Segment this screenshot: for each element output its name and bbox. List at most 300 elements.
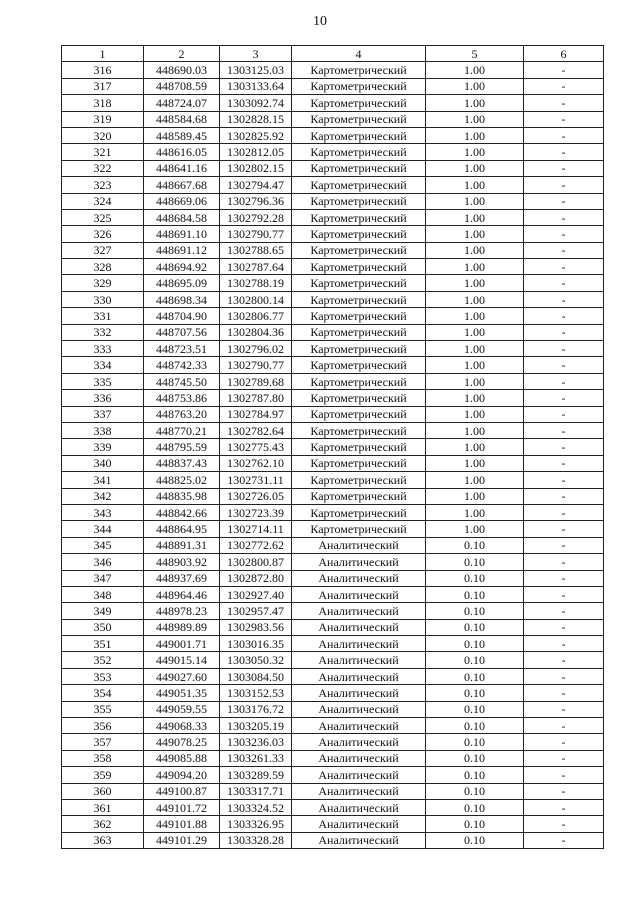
table-row bbox=[62, 95, 604, 111]
x-coordinate-cell: 448708.59 bbox=[144, 78, 220, 94]
note-cell: - bbox=[524, 668, 604, 684]
x-coordinate-cell: 449085.88 bbox=[144, 750, 220, 766]
y-coordinate-cell: 1302731.11 bbox=[220, 472, 292, 488]
y-coordinate-cell: 1302782.64 bbox=[220, 422, 292, 438]
method-cell: Картометрический bbox=[292, 193, 426, 209]
method-cell: Аналитический bbox=[292, 718, 426, 734]
method-cell: Картометрический bbox=[292, 226, 426, 242]
point-number-cell: 320 bbox=[62, 127, 144, 143]
y-coordinate-cell: 1303261.33 bbox=[220, 750, 292, 766]
accuracy-cell: 0.10 bbox=[426, 685, 524, 701]
note-cell: - bbox=[524, 111, 604, 127]
method-cell: Картометрический bbox=[292, 504, 426, 520]
table-row bbox=[62, 242, 604, 258]
table-row bbox=[62, 341, 604, 357]
note-cell: - bbox=[524, 209, 604, 225]
accuracy-cell: 1.00 bbox=[426, 144, 524, 160]
method-cell: Аналитический bbox=[292, 586, 426, 602]
note-cell: - bbox=[524, 554, 604, 570]
method-cell: Картометрический bbox=[292, 324, 426, 340]
y-coordinate-cell: 1302787.64 bbox=[220, 259, 292, 275]
note-cell: - bbox=[524, 324, 604, 340]
accuracy-cell: 1.00 bbox=[426, 472, 524, 488]
note-cell: - bbox=[524, 636, 604, 652]
accuracy-cell: 1.00 bbox=[426, 373, 524, 389]
table-row bbox=[62, 521, 604, 537]
y-coordinate-cell: 1302825.92 bbox=[220, 127, 292, 143]
point-number-cell: 362 bbox=[62, 816, 144, 832]
note-cell: - bbox=[524, 406, 604, 422]
table-row bbox=[62, 537, 604, 553]
x-coordinate-cell: 449001.71 bbox=[144, 636, 220, 652]
x-coordinate-cell: 448669.06 bbox=[144, 193, 220, 209]
table-row bbox=[62, 455, 604, 471]
table-row bbox=[62, 603, 604, 619]
table-row bbox=[62, 472, 604, 488]
accuracy-cell: 1.00 bbox=[426, 439, 524, 455]
coordinates-table bbox=[61, 45, 604, 849]
x-coordinate-cell: 449100.87 bbox=[144, 783, 220, 799]
accuracy-cell: 1.00 bbox=[426, 242, 524, 258]
accuracy-cell: 1.00 bbox=[426, 226, 524, 242]
point-number-cell: 317 bbox=[62, 78, 144, 94]
point-number-cell: 352 bbox=[62, 652, 144, 668]
y-coordinate-cell: 1302772.62 bbox=[220, 537, 292, 553]
y-coordinate-cell: 1302714.11 bbox=[220, 521, 292, 537]
method-cell: Картометрический bbox=[292, 144, 426, 160]
point-number-cell: 319 bbox=[62, 111, 144, 127]
point-number-cell: 350 bbox=[62, 619, 144, 635]
method-cell: Картометрический bbox=[292, 455, 426, 471]
method-cell: Аналитический bbox=[292, 750, 426, 766]
point-number-cell: 327 bbox=[62, 242, 144, 258]
point-number-cell: 318 bbox=[62, 95, 144, 111]
accuracy-cell: 1.00 bbox=[426, 406, 524, 422]
y-coordinate-cell: 1302794.47 bbox=[220, 177, 292, 193]
note-cell: - bbox=[524, 504, 604, 520]
table-row bbox=[62, 324, 604, 340]
y-coordinate-cell: 1302789.68 bbox=[220, 373, 292, 389]
x-coordinate-cell: 448842.66 bbox=[144, 504, 220, 520]
accuracy-cell: 1.00 bbox=[426, 160, 524, 176]
table-row bbox=[62, 160, 604, 176]
method-cell: Картометрический bbox=[292, 177, 426, 193]
table-row bbox=[62, 373, 604, 389]
table-row bbox=[62, 570, 604, 586]
x-coordinate-cell: 448694.92 bbox=[144, 259, 220, 275]
y-coordinate-cell: 1302983.56 bbox=[220, 619, 292, 635]
table-row bbox=[62, 767, 604, 783]
header-cell: 1 bbox=[62, 46, 144, 62]
method-cell: Аналитический bbox=[292, 832, 426, 848]
x-coordinate-cell: 448891.31 bbox=[144, 537, 220, 553]
note-cell: - bbox=[524, 734, 604, 750]
x-coordinate-cell: 448691.12 bbox=[144, 242, 220, 258]
note-cell: - bbox=[524, 78, 604, 94]
note-cell: - bbox=[524, 390, 604, 406]
point-number-cell: 346 bbox=[62, 554, 144, 570]
method-cell: Аналитический bbox=[292, 816, 426, 832]
note-cell: - bbox=[524, 685, 604, 701]
note-cell: - bbox=[524, 570, 604, 586]
point-number-cell: 355 bbox=[62, 701, 144, 717]
method-cell: Картометрический bbox=[292, 111, 426, 127]
note-cell: - bbox=[524, 341, 604, 357]
x-coordinate-cell: 448763.20 bbox=[144, 406, 220, 422]
method-cell: Картометрический bbox=[292, 472, 426, 488]
method-cell: Аналитический bbox=[292, 734, 426, 750]
accuracy-cell: 0.10 bbox=[426, 570, 524, 586]
y-coordinate-cell: 1303289.59 bbox=[220, 767, 292, 783]
note-cell: - bbox=[524, 160, 604, 176]
x-coordinate-cell: 448753.86 bbox=[144, 390, 220, 406]
point-number-cell: 321 bbox=[62, 144, 144, 160]
y-coordinate-cell: 1302790.77 bbox=[220, 226, 292, 242]
point-number-cell: 339 bbox=[62, 439, 144, 455]
table-row bbox=[62, 406, 604, 422]
x-coordinate-cell: 448835.98 bbox=[144, 488, 220, 504]
method-cell: Аналитический bbox=[292, 554, 426, 570]
point-number-cell: 343 bbox=[62, 504, 144, 520]
method-cell: Картометрический bbox=[292, 160, 426, 176]
accuracy-cell: 0.10 bbox=[426, 554, 524, 570]
x-coordinate-cell: 448964.46 bbox=[144, 586, 220, 602]
method-cell: Аналитический bbox=[292, 767, 426, 783]
method-cell: Картометрический bbox=[292, 308, 426, 324]
note-cell: - bbox=[524, 62, 604, 78]
note-cell: - bbox=[524, 619, 604, 635]
header-cell: 6 bbox=[524, 46, 604, 62]
y-coordinate-cell: 1302812.05 bbox=[220, 144, 292, 160]
y-coordinate-cell: 1303084.50 bbox=[220, 668, 292, 684]
accuracy-cell: 0.10 bbox=[426, 734, 524, 750]
note-cell: - bbox=[524, 603, 604, 619]
point-number-cell: 356 bbox=[62, 718, 144, 734]
x-coordinate-cell: 448724.07 bbox=[144, 95, 220, 111]
x-coordinate-cell: 449094.20 bbox=[144, 767, 220, 783]
table-row bbox=[62, 636, 604, 652]
method-cell: Картометрический bbox=[292, 127, 426, 143]
table-row bbox=[62, 193, 604, 209]
x-coordinate-cell: 448937.69 bbox=[144, 570, 220, 586]
table-row bbox=[62, 439, 604, 455]
note-cell: - bbox=[524, 783, 604, 799]
accuracy-cell: 1.00 bbox=[426, 422, 524, 438]
accuracy-cell: 1.00 bbox=[426, 455, 524, 471]
table-row bbox=[62, 62, 604, 78]
method-cell: Аналитический bbox=[292, 603, 426, 619]
accuracy-cell: 0.10 bbox=[426, 718, 524, 734]
y-coordinate-cell: 1303328.28 bbox=[220, 832, 292, 848]
y-coordinate-cell: 1303125.03 bbox=[220, 62, 292, 78]
x-coordinate-cell: 448641.16 bbox=[144, 160, 220, 176]
note-cell: - bbox=[524, 472, 604, 488]
note-cell: - bbox=[524, 259, 604, 275]
accuracy-cell: 1.00 bbox=[426, 259, 524, 275]
accuracy-cell: 1.00 bbox=[426, 209, 524, 225]
x-coordinate-cell: 448584.68 bbox=[144, 111, 220, 127]
method-cell: Аналитический bbox=[292, 783, 426, 799]
x-coordinate-cell: 448978.23 bbox=[144, 603, 220, 619]
point-number-cell: 351 bbox=[62, 636, 144, 652]
y-coordinate-cell: 1303050.32 bbox=[220, 652, 292, 668]
point-number-cell: 326 bbox=[62, 226, 144, 242]
note-cell: - bbox=[524, 799, 604, 815]
note-cell: - bbox=[524, 455, 604, 471]
point-number-cell: 349 bbox=[62, 603, 144, 619]
point-number-cell: 328 bbox=[62, 259, 144, 275]
point-number-cell: 354 bbox=[62, 685, 144, 701]
accuracy-cell: 0.10 bbox=[426, 636, 524, 652]
note-cell: - bbox=[524, 488, 604, 504]
accuracy-cell: 1.00 bbox=[426, 390, 524, 406]
note-cell: - bbox=[524, 177, 604, 193]
accuracy-cell: 0.10 bbox=[426, 832, 524, 848]
note-cell: - bbox=[524, 144, 604, 160]
point-number-cell: 324 bbox=[62, 193, 144, 209]
table-row bbox=[62, 390, 604, 406]
y-coordinate-cell: 1302800.87 bbox=[220, 554, 292, 570]
method-cell: Картометрический bbox=[292, 291, 426, 307]
table-row bbox=[62, 750, 604, 766]
table-row bbox=[62, 259, 604, 275]
y-coordinate-cell: 1302828.15 bbox=[220, 111, 292, 127]
note-cell: - bbox=[524, 586, 604, 602]
x-coordinate-cell: 448745.50 bbox=[144, 373, 220, 389]
note-cell: - bbox=[524, 127, 604, 143]
table-row bbox=[62, 734, 604, 750]
y-coordinate-cell: 1302796.36 bbox=[220, 193, 292, 209]
point-number-cell: 353 bbox=[62, 668, 144, 684]
point-number-cell: 323 bbox=[62, 177, 144, 193]
method-cell: Аналитический bbox=[292, 619, 426, 635]
table-row bbox=[62, 291, 604, 307]
accuracy-cell: 1.00 bbox=[426, 521, 524, 537]
header-cell: 5 bbox=[426, 46, 524, 62]
note-cell: - bbox=[524, 718, 604, 734]
point-number-cell: 333 bbox=[62, 341, 144, 357]
accuracy-cell: 1.00 bbox=[426, 291, 524, 307]
x-coordinate-cell: 449101.29 bbox=[144, 832, 220, 848]
method-cell: Аналитический bbox=[292, 537, 426, 553]
table-body bbox=[62, 62, 604, 849]
table-row bbox=[62, 652, 604, 668]
accuracy-cell: 1.00 bbox=[426, 504, 524, 520]
y-coordinate-cell: 1302723.39 bbox=[220, 504, 292, 520]
x-coordinate-cell: 448707.56 bbox=[144, 324, 220, 340]
accuracy-cell: 0.10 bbox=[426, 701, 524, 717]
note-cell: - bbox=[524, 357, 604, 373]
table-row bbox=[62, 357, 604, 373]
y-coordinate-cell: 1303133.64 bbox=[220, 78, 292, 94]
header-cell: 2 bbox=[144, 46, 220, 62]
method-cell: Картометрический bbox=[292, 488, 426, 504]
point-number-cell: 341 bbox=[62, 472, 144, 488]
point-number-cell: 322 bbox=[62, 160, 144, 176]
y-coordinate-cell: 1302775.43 bbox=[220, 439, 292, 455]
point-number-cell: 340 bbox=[62, 455, 144, 471]
method-cell: Картометрический bbox=[292, 390, 426, 406]
method-cell: Аналитический bbox=[292, 668, 426, 684]
point-number-cell: 316 bbox=[62, 62, 144, 78]
y-coordinate-cell: 1303326.95 bbox=[220, 816, 292, 832]
point-number-cell: 337 bbox=[62, 406, 144, 422]
table-row bbox=[62, 275, 604, 291]
accuracy-cell: 1.00 bbox=[426, 127, 524, 143]
note-cell: - bbox=[524, 308, 604, 324]
y-coordinate-cell: 1303092.74 bbox=[220, 95, 292, 111]
note-cell: - bbox=[524, 816, 604, 832]
accuracy-cell: 1.00 bbox=[426, 341, 524, 357]
header-cell: 3 bbox=[220, 46, 292, 62]
x-coordinate-cell: 449059.55 bbox=[144, 701, 220, 717]
x-coordinate-cell: 448837.43 bbox=[144, 455, 220, 471]
accuracy-cell: 0.10 bbox=[426, 816, 524, 832]
x-coordinate-cell: 448864.95 bbox=[144, 521, 220, 537]
table-row bbox=[62, 619, 604, 635]
accuracy-cell: 1.00 bbox=[426, 62, 524, 78]
point-number-cell: 358 bbox=[62, 750, 144, 766]
accuracy-cell: 0.10 bbox=[426, 783, 524, 799]
method-cell: Аналитический bbox=[292, 570, 426, 586]
table-row bbox=[62, 783, 604, 799]
table-row bbox=[62, 685, 604, 701]
point-number-cell: 342 bbox=[62, 488, 144, 504]
accuracy-cell: 1.00 bbox=[426, 78, 524, 94]
method-cell: Картометрический bbox=[292, 521, 426, 537]
note-cell: - bbox=[524, 95, 604, 111]
point-number-cell: 359 bbox=[62, 767, 144, 783]
accuracy-cell: 1.00 bbox=[426, 177, 524, 193]
y-coordinate-cell: 1303016.35 bbox=[220, 636, 292, 652]
point-number-cell: 345 bbox=[62, 537, 144, 553]
y-coordinate-cell: 1303324.52 bbox=[220, 799, 292, 815]
point-number-cell: 325 bbox=[62, 209, 144, 225]
x-coordinate-cell: 448691.10 bbox=[144, 226, 220, 242]
y-coordinate-cell: 1302784.97 bbox=[220, 406, 292, 422]
header-cell: 4 bbox=[292, 46, 426, 62]
x-coordinate-cell: 449068.33 bbox=[144, 718, 220, 734]
table-row bbox=[62, 554, 604, 570]
accuracy-cell: 1.00 bbox=[426, 488, 524, 504]
y-coordinate-cell: 1303236.03 bbox=[220, 734, 292, 750]
method-cell: Аналитический bbox=[292, 799, 426, 815]
accuracy-cell: 0.10 bbox=[426, 586, 524, 602]
accuracy-cell: 0.10 bbox=[426, 750, 524, 766]
y-coordinate-cell: 1303152.53 bbox=[220, 685, 292, 701]
table-row bbox=[62, 78, 604, 94]
accuracy-cell: 1.00 bbox=[426, 193, 524, 209]
method-cell: Картометрический bbox=[292, 422, 426, 438]
table-row bbox=[62, 111, 604, 127]
y-coordinate-cell: 1302790.77 bbox=[220, 357, 292, 373]
point-number-cell: 363 bbox=[62, 832, 144, 848]
y-coordinate-cell: 1302726.05 bbox=[220, 488, 292, 504]
note-cell: - bbox=[524, 373, 604, 389]
point-number-cell: 330 bbox=[62, 291, 144, 307]
table-row bbox=[62, 504, 604, 520]
method-cell: Аналитический bbox=[292, 701, 426, 717]
note-cell: - bbox=[524, 537, 604, 553]
accuracy-cell: 1.00 bbox=[426, 275, 524, 291]
x-coordinate-cell: 448589.45 bbox=[144, 127, 220, 143]
y-coordinate-cell: 1302927.40 bbox=[220, 586, 292, 602]
y-coordinate-cell: 1303317.71 bbox=[220, 783, 292, 799]
note-cell: - bbox=[524, 750, 604, 766]
note-cell: - bbox=[524, 193, 604, 209]
table-row bbox=[62, 488, 604, 504]
point-number-cell: 335 bbox=[62, 373, 144, 389]
table-row bbox=[62, 799, 604, 815]
accuracy-cell: 1.00 bbox=[426, 357, 524, 373]
method-cell: Картометрический bbox=[292, 95, 426, 111]
method-cell: Картометрический bbox=[292, 373, 426, 389]
method-cell: Картометрический bbox=[292, 259, 426, 275]
point-number-cell: 347 bbox=[62, 570, 144, 586]
note-cell: - bbox=[524, 226, 604, 242]
table-row bbox=[62, 422, 604, 438]
x-coordinate-cell: 448690.03 bbox=[144, 62, 220, 78]
point-number-cell: 336 bbox=[62, 390, 144, 406]
accuracy-cell: 0.10 bbox=[426, 537, 524, 553]
x-coordinate-cell: 448667.68 bbox=[144, 177, 220, 193]
note-cell: - bbox=[524, 439, 604, 455]
y-coordinate-cell: 1302872.80 bbox=[220, 570, 292, 586]
x-coordinate-cell: 448742.33 bbox=[144, 357, 220, 373]
method-cell: Аналитический bbox=[292, 652, 426, 668]
accuracy-cell: 1.00 bbox=[426, 111, 524, 127]
x-coordinate-cell: 449101.72 bbox=[144, 799, 220, 815]
point-number-cell: 348 bbox=[62, 586, 144, 602]
point-number-cell: 360 bbox=[62, 783, 144, 799]
y-coordinate-cell: 1302792.28 bbox=[220, 209, 292, 225]
x-coordinate-cell: 449027.60 bbox=[144, 668, 220, 684]
y-coordinate-cell: 1302802.15 bbox=[220, 160, 292, 176]
y-coordinate-cell: 1302804.36 bbox=[220, 324, 292, 340]
y-coordinate-cell: 1302957.47 bbox=[220, 603, 292, 619]
table-row bbox=[62, 832, 604, 848]
note-cell: - bbox=[524, 701, 604, 717]
x-coordinate-cell: 448704.90 bbox=[144, 308, 220, 324]
table-row bbox=[62, 308, 604, 324]
accuracy-cell: 0.10 bbox=[426, 619, 524, 635]
point-number-cell: 357 bbox=[62, 734, 144, 750]
table-row bbox=[62, 816, 604, 832]
x-coordinate-cell: 448616.05 bbox=[144, 144, 220, 160]
note-cell: - bbox=[524, 767, 604, 783]
point-number-cell: 329 bbox=[62, 275, 144, 291]
table-row bbox=[62, 144, 604, 160]
accuracy-cell: 1.00 bbox=[426, 308, 524, 324]
y-coordinate-cell: 1302800.14 bbox=[220, 291, 292, 307]
table-row bbox=[62, 177, 604, 193]
note-cell: - bbox=[524, 521, 604, 537]
method-cell: Картометрический bbox=[292, 62, 426, 78]
table-row bbox=[62, 701, 604, 717]
method-cell: Картометрический bbox=[292, 242, 426, 258]
table-row bbox=[62, 586, 604, 602]
point-number-cell: 331 bbox=[62, 308, 144, 324]
x-coordinate-cell: 449078.25 bbox=[144, 734, 220, 750]
y-coordinate-cell: 1302788.65 bbox=[220, 242, 292, 258]
method-cell: Картометрический bbox=[292, 341, 426, 357]
accuracy-cell: 0.10 bbox=[426, 603, 524, 619]
method-cell: Картометрический bbox=[292, 406, 426, 422]
x-coordinate-cell: 449101.88 bbox=[144, 816, 220, 832]
y-coordinate-cell: 1303205.19 bbox=[220, 718, 292, 734]
method-cell: Картометрический bbox=[292, 439, 426, 455]
x-coordinate-cell: 449051.35 bbox=[144, 685, 220, 701]
